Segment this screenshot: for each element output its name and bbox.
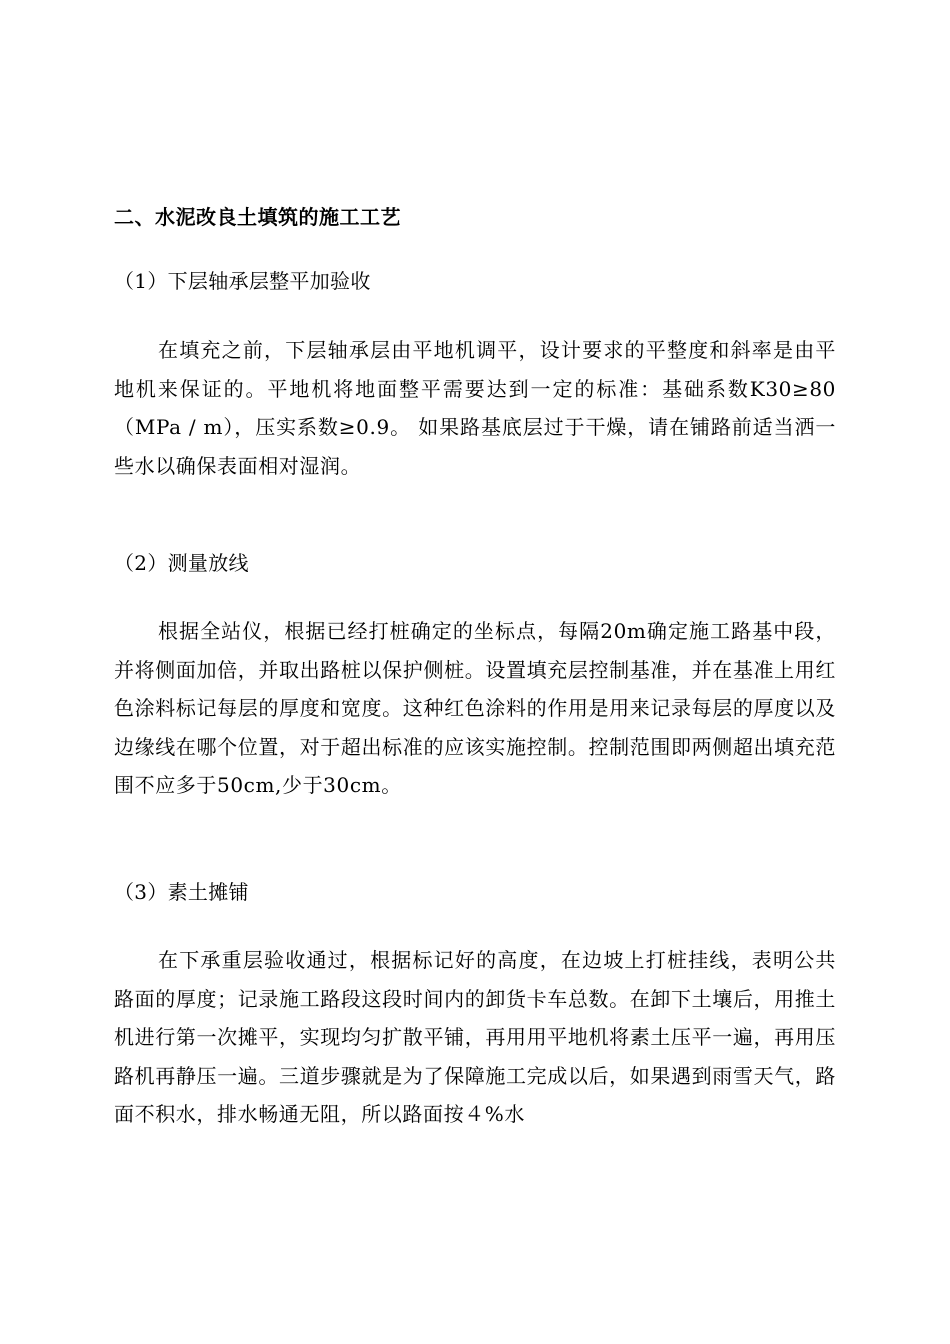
- paragraph-survey-layout: 根据全站仪，根据已经打桩确定的坐标点，每隔20m确定施工路基中段，并将侧面加倍，并取出路桩以保护侧桩。设置填充层控制基准，并在基准上用红色涂料标记每层的厚度和宽度。这种红色涂料的作用是用来记录每层的厚度以及边缘线在哪个位置，对于超出标准的应该实施控制。控制范围即两侧超出填充范围不应多于50cm,少于30cm。: [114, 619, 836, 797]
- subheading-survey-layout: （2）测量放线: [114, 551, 249, 575]
- section-heading: 二、水泥改良土填筑的施工工艺: [114, 205, 401, 229]
- subheading-leveling-acceptance: （1）下层轴承层整平加验收: [114, 269, 371, 293]
- subheading-soil-spreading: （3）素土摊铺: [114, 880, 249, 904]
- paragraph-leveling-acceptance: 在填充之前，下层轴承层由平地机调平，设计要求的平整度和斜率是由平地机来保证的。平地机将地面整平需要达到一定的标准：基础系数K30≥80（MPa / m），压实系数≥0.9。 如果路基底层过于干燥，请在铺路前适当洒一些水以确保表面相对湿润。: [114, 338, 836, 478]
- paragraph-soil-spreading: 在下承重层验收通过，根据标记好的高度，在边坡上打桩挂线，表明公共路面的厚度；记录施工路段这段时间内的卸货卡车总数。在卸下土壤后，用推土机进行第一次摊平，实现均匀扩散平铺，再用用平地机将素土压平一遍，再用压路机再静压一遍。三道步骤就是为了保障施工完成以后，如果遇到雨雪天气，路面不积水，排水畅通无阻，所以路面按４%水: [114, 948, 836, 1126]
